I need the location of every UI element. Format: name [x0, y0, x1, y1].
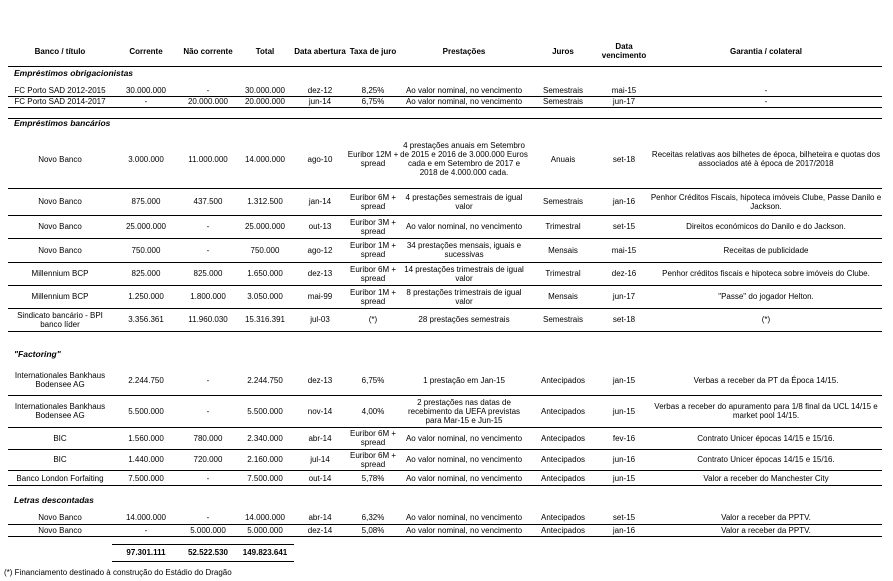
cell-data: dez-13: [307, 269, 333, 278]
cell-prestacoes: Ao valor nominal, no vencimento: [405, 222, 523, 231]
table-row: [0, 471, 893, 485]
cell-prestacoes: Ao valor nominal, no vencimento: [405, 473, 523, 483]
cell-juros: Semestrais: [542, 97, 583, 106]
cell-data: out-14: [308, 473, 332, 483]
cell-juros: Trimestral: [545, 269, 581, 278]
cell-venc: mai-15: [611, 85, 637, 95]
cell-total: 20.000.000: [244, 97, 286, 106]
cell-data: dez-13: [307, 375, 333, 385]
cell-taxa: Euribor 12M + spread: [347, 150, 399, 168]
cell-banco: Novo Banco: [38, 197, 82, 206]
cell-total: 5.000.000: [247, 525, 283, 535]
cell-venc: jun-17: [612, 97, 636, 106]
cell-prestacoes: Ao valor nominal, no vencimento: [405, 433, 523, 443]
cell-data: dez-14: [307, 525, 333, 535]
cell-venc: jan-16: [612, 197, 636, 206]
cell-juros: Antecipados: [540, 473, 586, 483]
header-juros: Juros: [552, 46, 574, 56]
cell-data: abr-14: [308, 433, 332, 443]
cell-total: 2.244.750: [247, 375, 283, 385]
header-prestacoes: Prestações: [442, 46, 486, 56]
cell-corrente: 3.000.000: [128, 154, 164, 164]
cell-prestacoes: 34 prestações mensais, iguais e sucessivas: [406, 241, 522, 259]
cell-taxa: Euribor 1M + spread: [349, 287, 397, 306]
cell-garantia: Verbas a receber do apuramento para 1/8 final da UCL 14/15 e market pool 14/15.: [654, 402, 878, 420]
cell-taxa: 5,08%: [361, 525, 385, 535]
cell-venc: jun-16: [612, 455, 636, 464]
cell-banco: Millennium BCP: [31, 269, 89, 278]
cell-corrente: -: [144, 97, 148, 106]
cell-juros: Anuais: [550, 154, 576, 164]
footnote: (*) Financiamento destinado à construção do Estádio do Dragão: [4, 568, 232, 577]
cell-data: abr-14: [308, 513, 332, 522]
table-row: [0, 511, 893, 524]
table-row: [0, 308, 893, 331]
cell-juros: Antecipados: [540, 406, 586, 416]
cell-total: 1.650.000: [247, 269, 283, 278]
table-row: [0, 365, 893, 395]
row-divider: [8, 107, 882, 108]
cell-garantia: Penhor créditos fiscais e hipoteca sobre imóveis do Clube.: [662, 269, 870, 278]
cell-juros: Antecipados: [540, 375, 586, 385]
cell-juros: Antecipados: [540, 525, 586, 535]
cell-nao-corrente: 437.500: [193, 197, 223, 206]
row-divider: [8, 536, 882, 537]
header-data: Data abertura: [294, 46, 346, 56]
cell-prestacoes: 4 prestações semestrais de igual valor: [405, 192, 523, 211]
table-row: [0, 215, 893, 238]
cell-prestacoes: Ao valor nominal, no vencimento: [405, 85, 523, 95]
cell-total: 15.316.391: [244, 315, 286, 324]
cell-venc: jan-16: [612, 525, 636, 535]
cell-prestacoes: Ao valor nominal, no vencimento: [405, 513, 523, 522]
cell-prestacoes: 28 prestações semestrais: [418, 315, 510, 324]
cell-banco: Novo Banco: [38, 245, 82, 255]
cell-banco: Millennium BCP: [31, 292, 89, 301]
cell-total: 2.160.000: [247, 455, 283, 464]
cell-venc: fev-16: [612, 433, 636, 443]
header-corrente: Corrente: [129, 46, 163, 56]
cell-corrente: 750.000: [131, 245, 161, 255]
cell-nao-corrente: -: [206, 245, 210, 255]
header-total: Total: [255, 46, 275, 56]
cell-banco: Internationales Bankhaus Bodensee AG: [14, 371, 106, 389]
header-garantia: Garantia / colateral: [729, 46, 803, 56]
cell-juros: Mensais: [548, 245, 578, 255]
cell-garantia: Receitas relativas aos bilhetes de época, bilheteira e quotas dos associados até à época de 2017/2018: [651, 150, 881, 168]
cell-taxa: (*): [368, 315, 378, 324]
cell-corrente: -: [144, 525, 148, 535]
totals-row: [0, 545, 893, 559]
cell-garantia: Valor a receber da PPTV.: [721, 525, 811, 535]
cell-garantia: -: [764, 85, 768, 95]
cell-venc: set-15: [612, 513, 636, 522]
row-divider: [112, 544, 294, 545]
cell-corrente: 14.000.000: [125, 513, 167, 522]
table-row: [0, 285, 893, 308]
cell-venc: jun-17: [612, 292, 636, 301]
cell-banco: Novo Banco: [38, 513, 82, 522]
cell-data: jan-14: [308, 197, 332, 206]
total-total: 149.823.641: [242, 547, 288, 557]
cell-juros: Antecipados: [540, 433, 586, 443]
cell-venc: jan-15: [612, 375, 636, 385]
cell-data: jul-14: [310, 455, 330, 464]
cell-taxa: 5,78%: [361, 473, 385, 483]
cell-taxa: Euribor 6M + spread: [349, 429, 397, 447]
cell-banco: Internationales Bankhaus Bodensee AG: [14, 402, 106, 420]
cell-total: 7.500.000: [247, 473, 283, 483]
header-nao-corrente: Não corrente: [183, 46, 233, 56]
table-row: [0, 395, 893, 427]
cell-corrente: 7.500.000: [128, 473, 164, 483]
cell-total: 14.000.000: [244, 154, 286, 164]
row-divider: [8, 118, 882, 119]
header-row: [0, 36, 893, 66]
cell-venc: set-15: [612, 222, 636, 231]
cell-garantia: Valor a receber do Manchester City: [703, 473, 829, 483]
table-row: [0, 449, 893, 470]
cell-prestacoes: 14 prestações trimestrais de igual valor: [404, 264, 524, 283]
cell-total: 1.312.500: [247, 197, 283, 206]
cell-venc: dez-16: [611, 269, 637, 278]
cell-total: 14.000.000: [244, 513, 286, 522]
cell-taxa: 8,25%: [361, 85, 385, 95]
cell-prestacoes: 4 prestações anuais em Setembro de 2015 e 2016 de 3.000.000 Euros cada e em Setembro de 2017 e 2018 de 4.000.000 cada.: [400, 141, 528, 177]
cell-nao-corrente: 11.000.000: [188, 154, 228, 164]
cell-garantia: Valor a receber da PPTV.: [721, 513, 811, 522]
cell-garantia: Receitas de publicidade: [723, 245, 809, 255]
cell-juros: Semestrais: [542, 197, 583, 206]
cell-banco: Banco London Forfaiting: [16, 473, 104, 483]
cell-juros: Semestrais: [542, 315, 583, 324]
cell-venc: jun-15: [612, 406, 636, 416]
cell-nao-corrente: 5.000.000: [190, 525, 226, 535]
cell-venc: set-18: [612, 315, 636, 324]
row-divider: [8, 66, 882, 67]
cell-total: 2.340.000: [247, 433, 283, 443]
cell-corrente: 1.250.000: [128, 292, 164, 301]
cell-prestacoes: 2 prestações nas datas de recebimento da UEFA previstas para Mar-15 e Jun-15: [407, 397, 521, 425]
cell-nao-corrente: 20.000.000: [187, 97, 229, 106]
cell-venc: jun-15: [612, 473, 636, 483]
section-title-bancarios: Empréstimos bancários: [14, 118, 111, 128]
cell-data: ago-12: [307, 245, 333, 255]
cell-banco: FC Porto SAD 2014-2017: [14, 97, 106, 106]
section-title-factoring: "Factoring": [14, 349, 61, 359]
cell-garantia: Contrato Unicer épocas 14/15 e 15/16.: [697, 455, 835, 464]
cell-taxa: 6,75%: [361, 97, 385, 106]
cell-total: 25.000.000: [244, 222, 286, 231]
table-row: [0, 96, 893, 107]
cell-total: 750.000: [250, 245, 280, 255]
cell-total: 5.500.000: [247, 406, 283, 416]
cell-corrente: 1.440.000: [128, 455, 164, 464]
table-row: [0, 262, 893, 285]
cell-corrente: 3.356.361: [128, 315, 164, 324]
cell-corrente: 825.000: [131, 269, 161, 278]
cell-banco: Sindicato bancário - BPI banco líder: [17, 310, 103, 329]
cell-garantia: -: [764, 97, 768, 106]
cell-taxa: Euribor 6M + spread: [349, 192, 397, 211]
table-row: [0, 524, 893, 536]
cell-taxa: Euribor 1M + spread: [349, 241, 397, 259]
cell-juros: Mensais: [548, 292, 578, 301]
cell-nao-corrente: -: [206, 513, 210, 522]
cell-nao-corrente: -: [206, 473, 210, 483]
cell-corrente: 875.000: [131, 197, 161, 206]
cell-juros: Semestrais: [542, 85, 583, 95]
cell-taxa: 6,75%: [361, 375, 385, 385]
total-nao-corrente: 52.522.530: [187, 547, 229, 557]
cell-nao-corrente: -: [206, 222, 210, 231]
header-venc: Data vencimento: [601, 42, 647, 60]
cell-taxa: Euribor 3M + spread: [349, 217, 397, 236]
cell-garantia: (*): [761, 315, 771, 324]
row-divider: [112, 561, 294, 562]
cell-taxa: 4,00%: [361, 406, 385, 416]
cell-data: ago-10: [307, 154, 333, 164]
cell-banco: Novo Banco: [38, 525, 82, 535]
section-title-letras: Letras descontadas: [14, 495, 94, 505]
cell-data: out-13: [308, 222, 332, 231]
cell-venc: mai-15: [611, 245, 637, 255]
cell-prestacoes: Ao valor nominal, no vencimento: [405, 525, 523, 535]
cell-prestacoes: Ao valor nominal, no vencimento: [405, 97, 523, 106]
cell-taxa: Euribor 6M + spread: [349, 450, 397, 469]
cell-corrente: 25.000.000: [125, 222, 167, 231]
cell-juros: Antecipados: [540, 455, 586, 464]
total-corrente: 97.301.111: [126, 547, 166, 557]
cell-prestacoes: 8 prestações trimestrais de igual valor: [406, 287, 522, 306]
cell-taxa: Euribor 6M + spread: [349, 264, 397, 283]
cell-banco: BIC: [53, 433, 67, 443]
cell-garantia: Contrato Unicer épocas 14/15 e 15/16.: [697, 433, 835, 443]
table-row: [0, 188, 893, 215]
cell-data: jul-03: [310, 315, 330, 324]
table-row: [0, 238, 893, 262]
row-divider: [8, 331, 882, 332]
cell-corrente: 30.000.000: [125, 85, 167, 95]
cell-nao-corrente: 720.000: [193, 455, 223, 464]
cell-nao-corrente: 825.000: [193, 269, 223, 278]
row-divider: [8, 485, 882, 486]
cell-data: dez-12: [307, 85, 333, 95]
cell-garantia: "Passe" do jogador Helton.: [718, 292, 814, 301]
cell-data: jun-14: [308, 97, 332, 106]
table-row: [0, 427, 893, 449]
cell-nao-corrente: -: [206, 85, 210, 95]
cell-total: 30.000.000: [244, 85, 286, 95]
cell-nao-corrente: 1.800.000: [190, 292, 226, 301]
cell-nao-corrente: -: [206, 406, 210, 416]
cell-data: mai-99: [307, 292, 333, 301]
cell-garantia: Verbas a receber da PT da Época 14/15.: [693, 375, 839, 385]
cell-garantia: Penhor Créditos Fiscais, hipoteca imóveis Clube, Passe Danilo e Jackson.: [650, 192, 882, 211]
table-row: [0, 84, 893, 96]
table-row: [0, 130, 893, 188]
section-title-obrigacionistas: Empréstimos obrigacionistas: [14, 68, 134, 78]
cell-banco: Novo Banco: [38, 222, 82, 231]
cell-corrente: 2.244.750: [128, 375, 164, 385]
cell-data: nov-14: [307, 406, 333, 416]
cell-corrente: 1.560.000: [128, 433, 164, 443]
header-taxa: Taxa de juro: [349, 46, 397, 56]
cell-corrente: 5.500.000: [128, 406, 164, 416]
cell-juros: Antecipados: [540, 513, 586, 522]
cell-juros: Trimestral: [545, 222, 581, 231]
cell-total: 3.050.000: [247, 292, 283, 301]
cell-prestacoes: 1 prestação em Jan-15: [423, 375, 505, 385]
header-banco: Banco / título: [34, 46, 86, 56]
cell-banco: Novo Banco: [38, 154, 82, 164]
cell-garantia: Direitos económicos do Danilo e do Jackson.: [686, 222, 846, 231]
cell-prestacoes: Ao valor nominal, no vencimento: [405, 455, 523, 464]
cell-banco: BIC: [53, 455, 67, 464]
cell-nao-corrente: -: [206, 375, 210, 385]
cell-banco: FC Porto SAD 2012-2015: [14, 85, 106, 95]
cell-nao-corrente: 780.000: [193, 433, 223, 443]
cell-nao-corrente: 11.960.030: [188, 315, 228, 324]
cell-venc: set-18: [612, 154, 636, 164]
cell-taxa: 6,32%: [361, 513, 385, 522]
